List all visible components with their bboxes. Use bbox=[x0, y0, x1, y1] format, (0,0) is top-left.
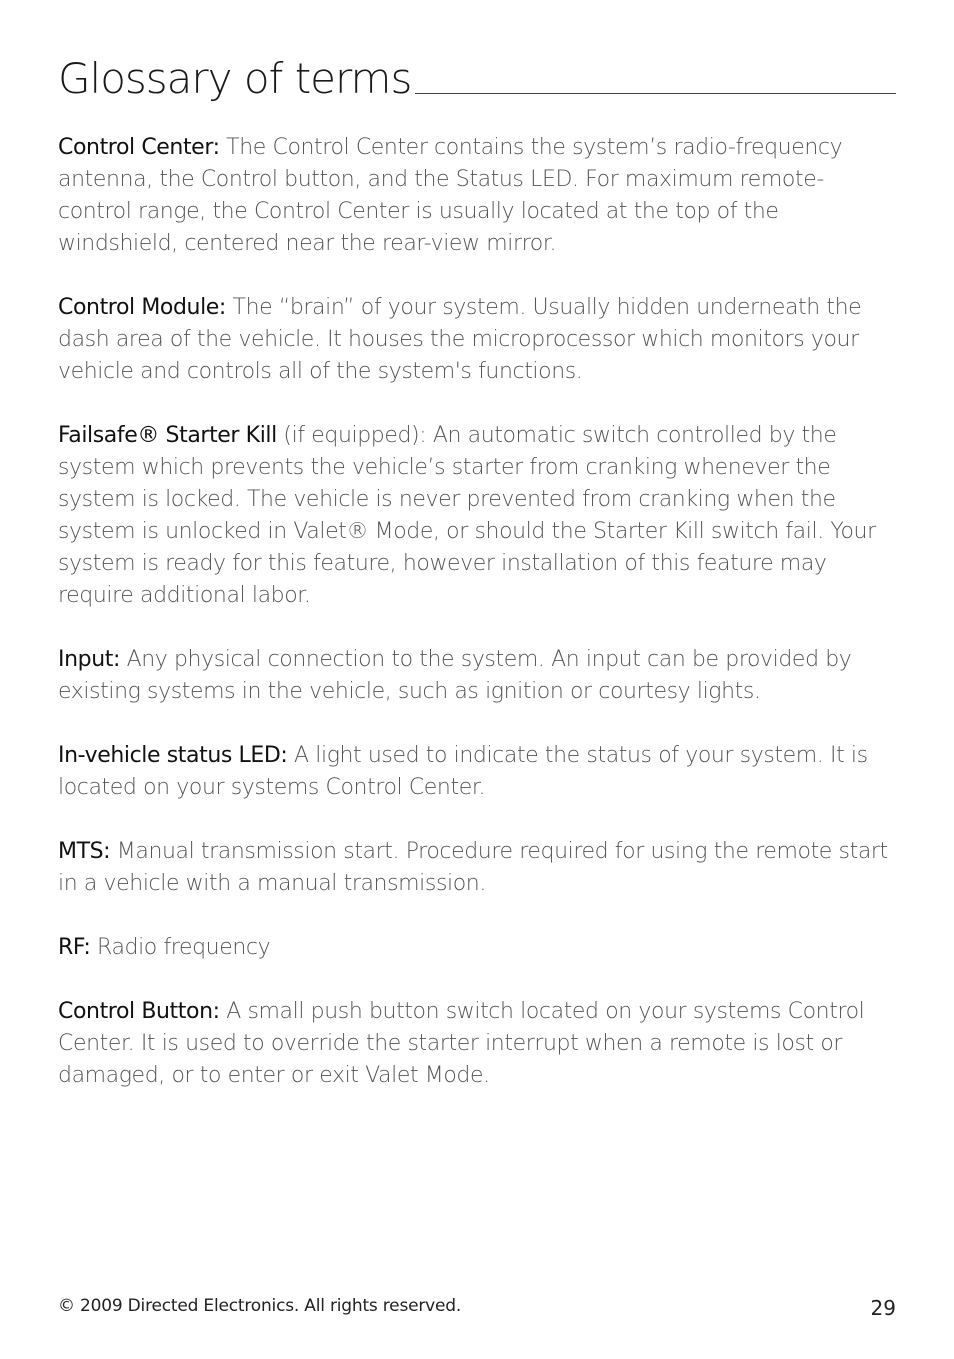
glossary-definition: The “brain” of your system. Usually hidden underneath the dash area of the vehicle. It houses the microprocessor which monitors your vehicle and controls all of the system's functions. bbox=[58, 295, 862, 384]
glossary-definition: The Control Center contains the system’s radio-frequency antenna, the Control button, and the Status LED. For maximum remote-control range, the Control Center is usually located at the top of the windshield, centered near the rear-view mirror. bbox=[58, 135, 843, 256]
glossary-entry-control-module bbox=[58, 292, 896, 388]
glossary-term: Control Center: bbox=[58, 135, 220, 160]
title-underline-rule bbox=[415, 93, 896, 94]
glossary-entry-input bbox=[58, 644, 896, 708]
glossary-list bbox=[58, 132, 896, 1124]
glossary-entry-in-vehicle-status-led bbox=[58, 740, 896, 804]
glossary-entry-control-button bbox=[58, 996, 896, 1092]
glossary-term: RF: bbox=[58, 935, 91, 960]
glossary-term: In-vehicle status LED: bbox=[58, 743, 288, 768]
glossary-entry-rf bbox=[58, 932, 896, 964]
page-title: Glossary of terms bbox=[58, 54, 412, 103]
glossary-entry-mts bbox=[58, 836, 896, 900]
glossary-entry-failsafe-starter-kill bbox=[58, 420, 896, 612]
glossary-term: MTS: bbox=[58, 839, 111, 864]
glossary-definition: Manual transmission start. Procedure required for using the remote start in a vehicle with a manual transmission. bbox=[58, 839, 888, 896]
glossary-term: Failsafe® Starter Kill bbox=[58, 423, 277, 448]
glossary-term: Input: bbox=[58, 647, 120, 672]
page-number: 29 bbox=[870, 1296, 896, 1320]
title-row bbox=[58, 52, 896, 102]
glossary-definition: Any physical connection to the system. An input can be provided by existing systems in the vehicle, such as ignition or courtesy lights. bbox=[58, 647, 852, 704]
glossary-entry-control-center bbox=[58, 132, 896, 260]
glossary-term: Control Button: bbox=[58, 999, 220, 1024]
glossary-definition: (if equipped): An automatic switch controlled by the system which prevents the vehicle’s starter from cranking whenever the system is locked. The vehicle is never prevented from cranking when the system is unlocked in Valet® Mode, or should the Starter Kill switch fail. Your system is ready for this feature, however installation of this feature may require additional labor. bbox=[58, 423, 876, 608]
document-page bbox=[58, 0, 896, 1359]
glossary-term: Control Module: bbox=[58, 295, 226, 320]
glossary-definition: A light used to indicate the status of your system. It is located on your systems Control Center. bbox=[58, 743, 868, 800]
footer-copyright: © 2009 Directed Electronics. All rights reserved. bbox=[58, 1296, 462, 1316]
glossary-definition: A small push button switch located on your systems Control Center. It is used to override the starter interrupt when a remote is lost or damaged, or to enter or exit Valet Mode. bbox=[58, 999, 865, 1088]
glossary-definition: Radio frequency bbox=[90, 935, 271, 960]
